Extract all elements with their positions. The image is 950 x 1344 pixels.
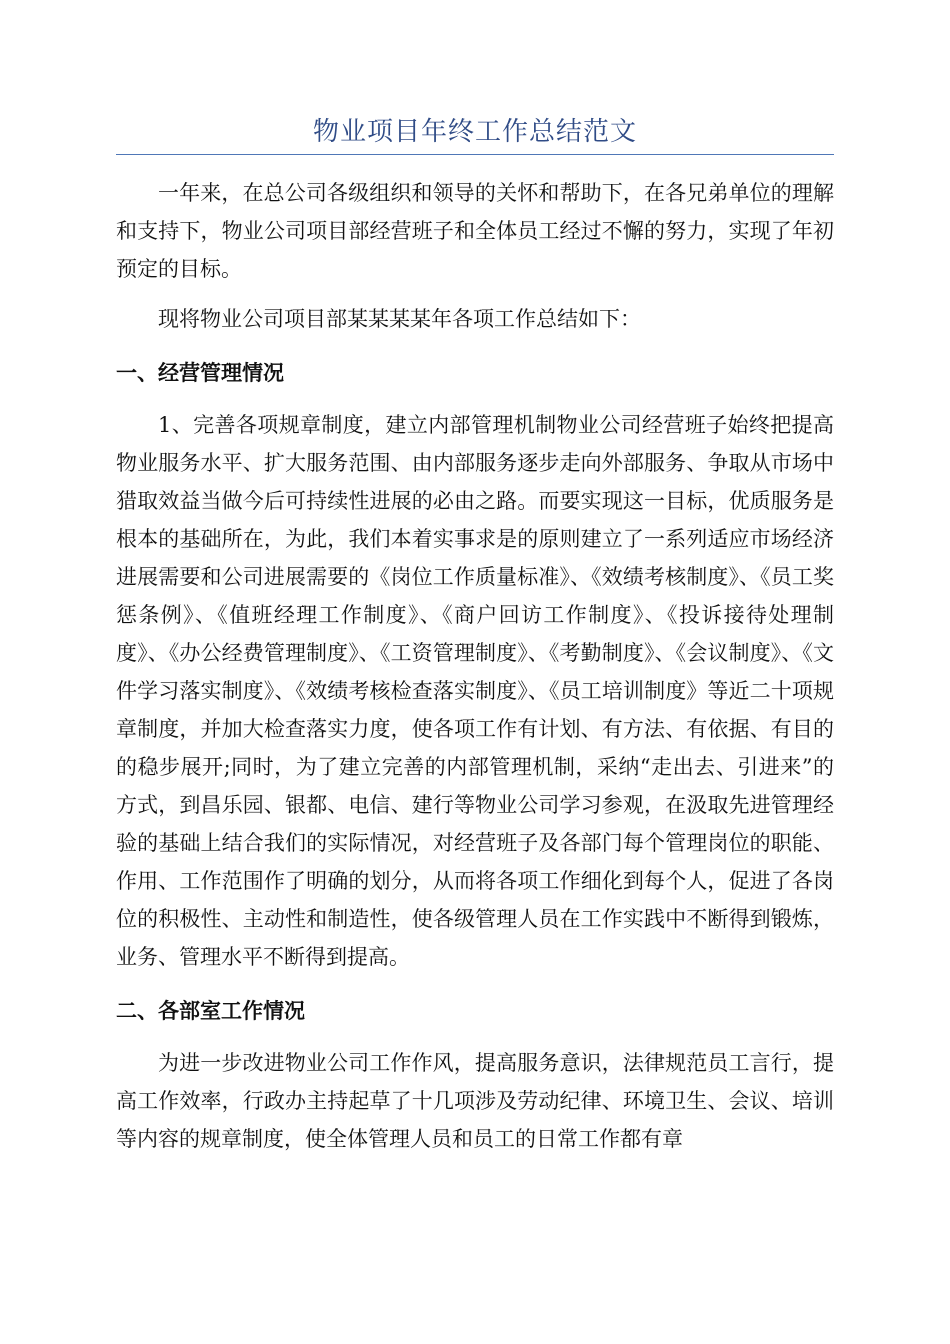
section-body-departments: 为进一步改进物业公司工作作风，提高服务意识，法律规范员工言行，提高工作效率，行政办主持起草了十几项涉及劳动纪律、环境卫生、会议、培训等内容的规章制度，使全体管理人员和员工的日常工作都有章 xyxy=(116,1051,834,1151)
intro-paragraph: 一年来，在总公司各级组织和领导的关怀和帮助下，在各兄弟单位的理解和支持下，物业公司项目部经营班子和全体员工经过不懈的努力，实现了年初预定的目标。 xyxy=(116,181,834,281)
section-heading-operations: 一、经营管理情况 xyxy=(116,361,284,385)
lead-paragraph: 现将物业公司项目部某某某某年各项工作总结如下： xyxy=(158,307,641,331)
document-body xyxy=(116,174,834,1158)
title-underline xyxy=(116,154,834,155)
document-title: 物业项目年终工作总结范文 xyxy=(312,117,637,147)
section-body-operations: 1、完善各项规章制度，建立内部管理机制物业公司经营班子始终把提高物业服务水平、扩大服务范围、由内部服务逐步走向外部服务、争取从市场中猎取效益当做今后可持续性进展的必由之路。而要实现这一目标，优质服务是根本的基础所在，为此，我们本着实事求是的原则建立了一系列适应市场经济进展需要和公司进展需要的《岗位工作质量标准》、《效绩考核制度》、《员工奖惩条例》、《值班经理工作制度》、《商户回访工作制度》、《投诉接待处理制度》、《办公经费管理制度》、《工资管理制度》、《考勤制度》、《会议制度》、《文件学习落实制度》、《效绩考核检查落实制度》、《员工培训制度》等近二十项规章制度，并加大检查落实力度，使各项工作有计划、有方法、有依据、有目的的稳步展开;同时，为了建立完善的内部管理机制，采纳“走出去、引进来”的方式，到昌乐园、银都、电信、建行等物业公司学习参观，在汲取先进管理经验的基础上结合我们的实际情况，对经营班子及各部门每个管理岗位的职能、作用、工作范围作了明确的划分，从而将各项工作细化到每个人，促进了各岗位的积极性、主动性和制造性，使各级管理人员在工作实践中不断得到锻炼，业务、管理水平不断得到提高。 xyxy=(116,413,834,969)
section-heading-departments: 二、各部室工作情况 xyxy=(116,999,305,1023)
